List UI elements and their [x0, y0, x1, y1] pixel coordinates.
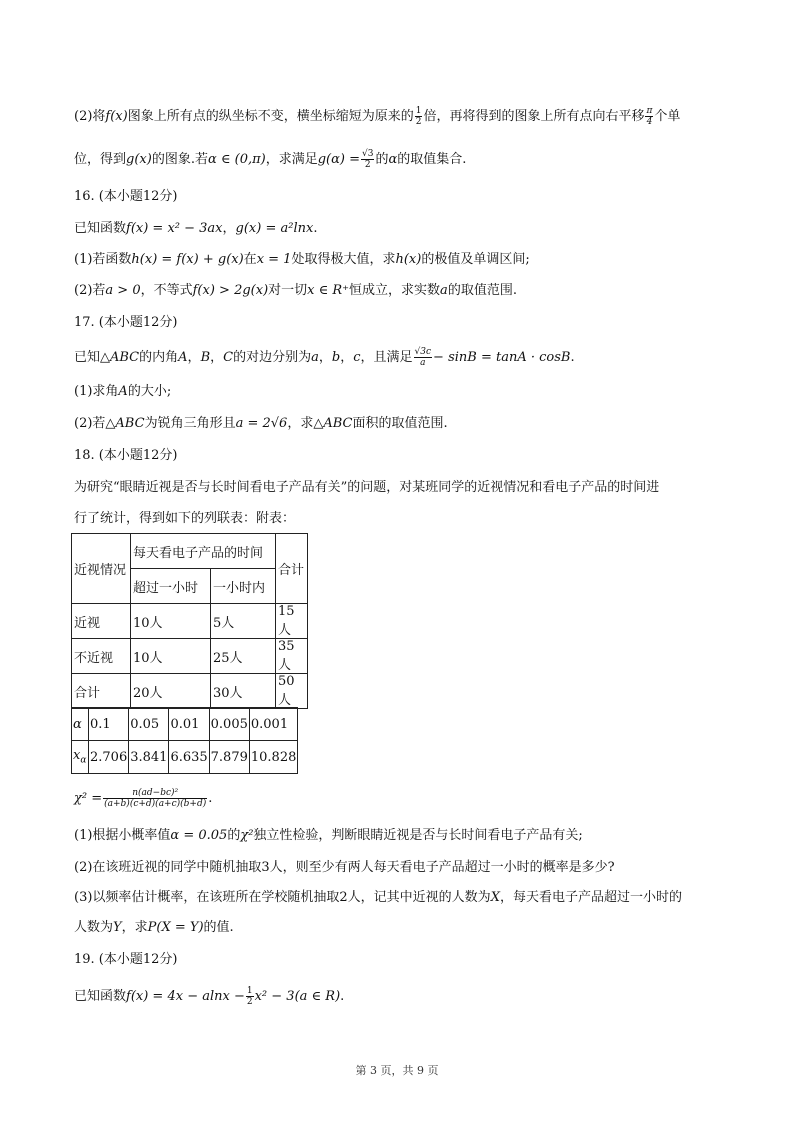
- header-myopia: 近视情况: [72, 534, 131, 604]
- critical-value-table: [71, 707, 298, 774]
- frac-den: 2: [415, 117, 422, 127]
- text: 的取值范围.: [447, 283, 517, 298]
- text: .: [340, 989, 345, 1004]
- header-over-one-hour: 超过一小时: [131, 569, 211, 604]
- q15-part2-line2: [74, 149, 466, 170]
- text: ，不等式: [140, 283, 193, 298]
- q16-part2: [74, 281, 517, 301]
- text: 个单: [654, 109, 681, 124]
- text: (2)将: [74, 109, 106, 124]
- cell: 0.01: [169, 708, 209, 741]
- frac-den: 4: [646, 117, 653, 127]
- cell: 0.005: [209, 708, 249, 741]
- q19-heading: 19. (本小题12分): [74, 952, 178, 967]
- text: .: [313, 221, 318, 236]
- text: 的图象.若: [151, 152, 208, 167]
- text: 的大小;: [127, 384, 172, 399]
- math: χ²: [240, 828, 254, 843]
- frac-den: a: [420, 358, 426, 368]
- text: 的对边分别为: [233, 350, 312, 365]
- text: ，每天看电子产品超过一小时的: [499, 890, 682, 905]
- math: P(X = Y): [147, 920, 204, 935]
- q17-heading: 17. (本小题12分): [74, 315, 178, 330]
- math: x = 1: [256, 252, 292, 267]
- frac-num: √3c: [414, 347, 432, 357]
- table-row: [72, 534, 308, 569]
- cell: 25人: [211, 639, 276, 674]
- text: 恒成立，求实数: [349, 283, 441, 298]
- q15-part2-line1: [74, 106, 680, 127]
- text: 的: [227, 828, 241, 843]
- text: 独立性检验，判断眼睛近视是否与长时间看电子产品有关;: [253, 828, 583, 843]
- math: C: [223, 350, 234, 365]
- text: 在: [243, 252, 257, 267]
- math: h(x) = f(x) + g(x): [131, 252, 244, 267]
- row-label: 近视: [72, 604, 131, 639]
- q16-given: [74, 219, 317, 239]
- frac-num: n(ad−bc)²: [103, 788, 207, 799]
- text: (2)若: [74, 283, 106, 298]
- q19-given: [74, 986, 344, 1007]
- text: 倍，再将得到的图象上所有点向右平移: [423, 109, 645, 124]
- x-subscript: α: [80, 755, 87, 766]
- q17-given: [74, 347, 575, 368]
- frac-num: π: [646, 106, 653, 116]
- text: 的内角: [139, 350, 179, 365]
- text: 为锐角三角形且: [144, 416, 236, 431]
- row-label: [72, 741, 89, 774]
- text: (1)若函数: [74, 252, 132, 267]
- text: 人数为: [74, 920, 114, 935]
- text: ，求△: [287, 416, 324, 431]
- cell: 15人: [276, 604, 308, 639]
- q17-part1: [74, 382, 171, 402]
- x-symbol: x: [73, 748, 81, 764]
- math: a > 0: [105, 283, 141, 298]
- cell: 3.841: [129, 741, 169, 774]
- text: (1)根据小概率值: [74, 828, 171, 843]
- row-label: 不近视: [72, 639, 131, 674]
- table-row: [72, 741, 298, 774]
- fraction-sqrt3c-a: [414, 347, 433, 368]
- frac-num: √3: [362, 149, 374, 159]
- math: f(x) = x² − 3ax: [126, 221, 223, 236]
- cell: 2.706: [89, 741, 129, 774]
- fraction-half: [415, 106, 423, 127]
- table-row: [72, 639, 308, 674]
- text: (1)求角: [74, 384, 119, 399]
- q18-part3-line1: [74, 888, 682, 908]
- cell: 5人: [211, 604, 276, 639]
- text: 处取得极大值，求: [291, 252, 396, 267]
- table-row: [72, 674, 308, 709]
- text: ，求满足: [265, 152, 318, 167]
- text: 已知函数: [74, 989, 127, 1004]
- fraction-sqrt3-2: [361, 149, 374, 170]
- cell: 50人: [276, 674, 308, 709]
- math: f(x): [105, 109, 128, 124]
- cell: 0.05: [129, 708, 169, 741]
- q18-paragraph-2: 行了统计，得到如下的列联表：附表：: [74, 511, 296, 526]
- math: α ∈ (0,π): [207, 152, 266, 167]
- text: .: [570, 350, 575, 365]
- frac-num: 1: [415, 106, 422, 116]
- math: X: [490, 890, 500, 905]
- q18-part1: [74, 826, 583, 846]
- math: h(x): [395, 252, 422, 267]
- text: .: [208, 791, 213, 806]
- frac-den: 2: [246, 997, 253, 1007]
- cell: 20人: [131, 674, 211, 709]
- math: a = 2√6: [235, 416, 288, 431]
- text: 位，得到: [74, 152, 127, 167]
- text: 的极值及单调区间;: [421, 252, 530, 267]
- math: B: [200, 350, 211, 365]
- q16-part1: [74, 250, 530, 270]
- math: ABC: [323, 416, 353, 431]
- chi-square-formula: [74, 788, 212, 809]
- text: ，: [318, 350, 332, 365]
- math: g(α) =: [317, 152, 361, 167]
- cell: 10人: [131, 639, 211, 674]
- header-total: 合计: [276, 534, 308, 604]
- cell: 7.879: [209, 741, 249, 774]
- text: ，且满足: [360, 350, 413, 365]
- frac-den: (a+b)(c+d)(a+c)(b+d): [104, 799, 207, 809]
- fraction-chi-square: [103, 788, 207, 809]
- page-footer: 第 3 页，共 9 页: [355, 1064, 439, 1077]
- cell: 0.1: [89, 708, 129, 741]
- math: χ² =: [74, 791, 103, 806]
- math: a: [311, 350, 319, 365]
- fraction-pi-4: [645, 106, 653, 127]
- q18-heading: 18. (本小题12分): [74, 448, 178, 463]
- math: x² − 3(a ∈ R): [254, 989, 341, 1004]
- header-within-one-hour: 一小时内: [211, 569, 276, 604]
- frac-den: 2: [364, 160, 371, 170]
- q16-heading: 16. (本小题12分): [74, 189, 178, 204]
- contingency-table: [71, 533, 308, 709]
- table-row: [72, 708, 298, 741]
- math: A: [118, 384, 128, 399]
- math: f(x) = 4x − alnx −: [126, 989, 245, 1004]
- header-time: 每天看电子产品的时间: [131, 534, 276, 569]
- text: 面积的取值范围.: [352, 416, 448, 431]
- frac-num: 1: [246, 986, 253, 996]
- q18-part3-line2: [74, 918, 234, 938]
- math: Y: [113, 920, 122, 935]
- text: 对一切: [268, 283, 308, 298]
- cell: 30人: [211, 674, 276, 709]
- math: ABC: [115, 416, 145, 431]
- math: c: [353, 350, 361, 365]
- math: ABC: [110, 350, 140, 365]
- math: a: [440, 283, 448, 298]
- text: 已知△: [74, 350, 110, 365]
- text: ，: [222, 221, 236, 236]
- math: x ∈ R⁺: [307, 283, 350, 298]
- q18-part2: (2)在该班近视的同学中随机抽取3人，则至少有两人每天看电子产品超过一小时的概率是多少?: [74, 860, 615, 875]
- math: b: [331, 350, 341, 365]
- text: 已知函数: [74, 221, 127, 236]
- math: f(x) > 2g(x): [192, 283, 269, 298]
- text: 的: [375, 152, 389, 167]
- text: ，: [340, 350, 354, 365]
- cell: 10人: [131, 604, 211, 639]
- text: (2)若△: [74, 416, 116, 431]
- cell: 6.635: [169, 741, 209, 774]
- text: ，: [210, 350, 224, 365]
- text: (3)以频率估计概率，在该班所在学校随机抽取2人，记其中近视的人数为: [74, 890, 491, 905]
- text: 的取值集合.: [397, 152, 467, 167]
- table-row: [72, 604, 308, 639]
- text: ，求: [121, 920, 148, 935]
- math: α = 0.05: [170, 828, 228, 843]
- math: g(x): [126, 152, 152, 167]
- math: A: [178, 350, 188, 365]
- text: 的值.: [203, 920, 234, 935]
- q18-paragraph-1: 为研究“眼睛近视是否与长时间看电子产品有关”的问题，对某班同学的近视情况和看电子产品的时间进: [74, 480, 660, 495]
- cell: 10.828: [249, 741, 298, 774]
- q17-part2: [74, 414, 448, 434]
- text: 图象上所有点的纵坐标不变，横坐标缩短为原来的: [127, 109, 414, 124]
- cell: 35人: [276, 639, 308, 674]
- math: α: [388, 152, 398, 167]
- text: ，: [187, 350, 201, 365]
- fraction-half: [246, 986, 254, 1007]
- math: − sinB = tanA · cosB: [433, 350, 571, 365]
- row-label: 合计: [72, 674, 131, 709]
- row-label: α: [72, 708, 89, 741]
- math: g(x) = a²lnx: [235, 221, 314, 236]
- cell: 0.001: [249, 708, 298, 741]
